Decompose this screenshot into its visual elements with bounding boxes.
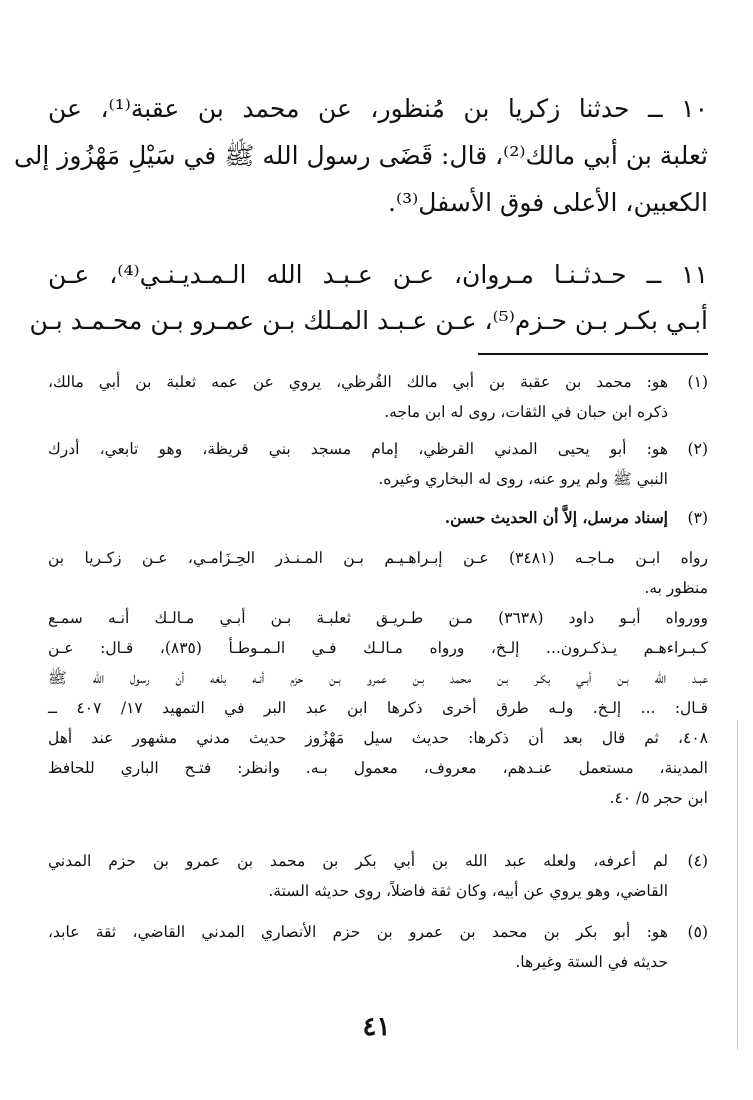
- footnote-line: وورواه أبـو داود (٣٦٣٨) مـن طـريـق ثعلبـة بـن أبـي مـالـك أنـه سمـع: [48, 609, 708, 627]
- para-10-line-1: ١٠ ــ حدثنا زكريا بن مُنظور، عن محمد بن عقبة⁽¹⁾، عن: [48, 94, 708, 123]
- footnote-number: (٥): [687, 923, 708, 941]
- footnote-number: (١): [687, 373, 708, 391]
- footnote-4: [48, 846, 708, 906]
- scan-edge-mark: [737, 720, 738, 1050]
- footnote-1: [48, 367, 708, 427]
- footnote-line: المدينة، مستعمل عنـدهم، معروف، معمول بـه. وانظر: فتـح الباري للحافظ: [48, 759, 708, 777]
- footnote-heading: إسناد مرسل، إلاَّ أن الحديث حسن.: [444, 508, 668, 527]
- footnote-line: حديثه في الستة وغيرها.: [515, 953, 668, 971]
- footnote-line: ذكره ابن حبان في الثقات، روى له ابن ماجه.: [384, 403, 668, 421]
- footnote-line: رواه ابـن مـاجـه (٣٤٨١) عـن إبـراهـيـم بـن المـنـذر الحِـزَامـي، عـن زكـريا بن: [48, 549, 708, 567]
- footnote-line: عبـد الله بـن أبـي بكـر بـن محمد بـن عمرو بـن حزم أنـه بلغه أن رسول الله ﷺ: [48, 669, 708, 687]
- footnote-line: هو: أبو يحيى المدني القرظي، إمام مسجد بني قريظة، وهو تابعي، أدرك: [48, 440, 668, 458]
- footnote-line: النبي ﷺ ولم يرو عنه، روى له البخاري وغيره.: [378, 470, 668, 488]
- footnote-line: منظور به.: [644, 579, 708, 597]
- footnote-line: القاضي، وهو يروي عن أبيه، وكان ثقة فاضلاً، روى حديثه الستة.: [268, 882, 668, 900]
- para-10-line-3: الكعبين، الأعلى فوق الأسفل⁽³⁾.: [388, 188, 708, 217]
- footnote-line: قـال: ... إلـخ. ولـه طرق أخرى ذكرها ابن عبد البر في التمهيد ١٧/ ٤٠٧ ــ: [48, 699, 708, 717]
- footnote-number: (٤): [687, 852, 708, 870]
- footnote-2: [48, 434, 708, 494]
- footnote-line: ٤٠٨، ثم قال بعد أن ذكرها: حديث سيل مَهْزُوز حديث مدني مشهور عند أهل: [48, 729, 708, 747]
- footnote-3: [48, 503, 708, 813]
- footnote-number: (٣): [687, 509, 708, 527]
- footnote-separator: [478, 353, 708, 355]
- footnote-5: [48, 917, 708, 977]
- footnote-line: كـبـراءهـم يـذكـرون... إلـخ، ورواه مـالـك فـي الـمـوطـأ (٨٣٥)، قـال: عـن: [48, 639, 708, 657]
- footnote-line: هو: أبو بكر بن محمد بن عمرو بن حزم الأنصاري المدني القاضي، ثقة عابد،: [48, 923, 668, 941]
- footnote-line: لم أعرفه، ولعله عبد الله بن أبي بكر بن محمد بن عمرو بن حزم المدني: [48, 852, 668, 870]
- para-11-line-1: ١١ ــ حـدثـنـا مـروان، عـن عـبـد الله الـمـديـنـي⁽⁴⁾، عـن: [48, 260, 709, 289]
- footnote-line: هو: محمد بن عقبة بن أبي مالك القُرظي، يروي عن عمه ثعلبة بن أبي مالك،: [48, 373, 668, 391]
- para-10-line-2: ثعلبة بن أبي مالك⁽²⁾، قال: قَضَى رسول الله ﷺ في سَيْلِ مَهْزُوز إلى: [13, 141, 708, 170]
- footnote-number: (٢): [687, 440, 708, 458]
- page-number: ٤١: [362, 1012, 391, 1042]
- para-11-line-2: أبـي بكـر بـن حـزم⁽⁵⁾، عـن عـبـد المـلك بـن عمـرو بـن محـمـد بـن: [29, 306, 708, 335]
- footnote-line: ابن حجر ٥/ ٤٠.: [609, 789, 708, 807]
